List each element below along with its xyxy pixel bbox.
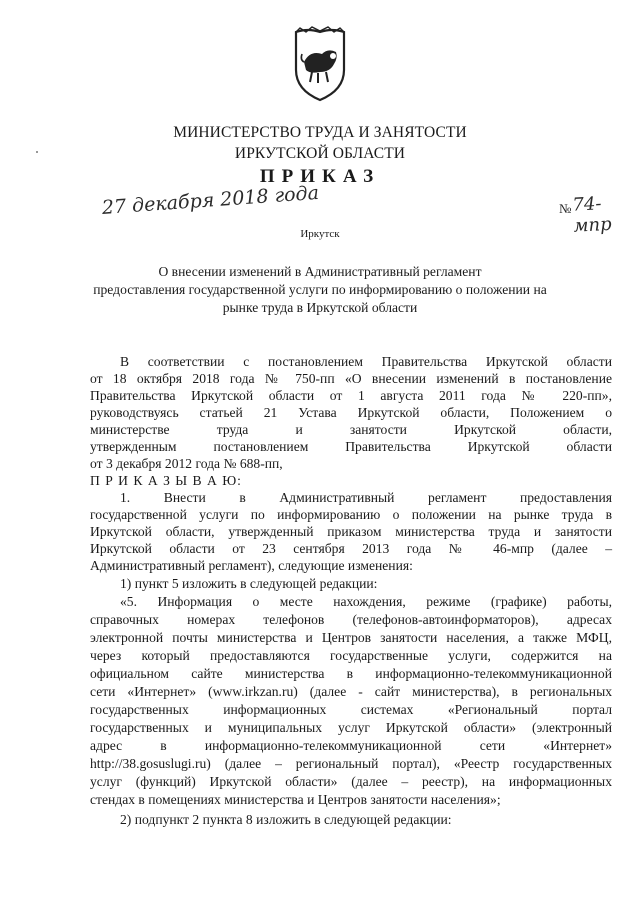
body-line: справочных номерах телефонов (телефонов-автоинформаторов), адресах [90, 612, 612, 627]
order-number-label: № [559, 201, 572, 216]
body-line: 1) пункт 5 изложить в следующей редакции: [120, 576, 378, 591]
body-line: Правительства Иркутской области от 1 августа 2011 года № 220-пп», [90, 388, 612, 403]
body-line: адрес в информационно-телекоммуникационной сети «Интернет» [90, 738, 612, 753]
body-line: «5. Информация о месте нахождения, режиме (графике) работы, [120, 594, 612, 609]
body-line: руководствуясь статьей 21 Устава Иркутской области, Положением о [90, 405, 612, 420]
body-line: Иркутской области от 23 сентября 2013 года № 46-мпр (далее – [90, 541, 612, 556]
body-line: услуг (функций) Иркутской области» (далее – реестр), на информационных [90, 774, 612, 789]
body-line: 2) подпункт 2 пункта 8 изложить в следующей редакции: [120, 812, 452, 827]
body-line: Иркутской области, утвержденный приказом министерства труда и занятости [90, 524, 612, 539]
body-line: от 3 декабря 2012 года № 688-пп, [90, 456, 283, 471]
order-title: ПРИКАЗ [259, 166, 381, 187]
subject-line-3: рынке труда в Иркутской области [222, 300, 418, 315]
body-line: официальном сайте министерства в информационно-телекоммуникационной [90, 666, 612, 681]
city: Иркутск [300, 228, 340, 240]
handwritten-date: 27 декабря 2018 года [101, 181, 320, 219]
body-line: от 18 октября 2018 года № 750-пп «О внесении изменений в постановление [90, 371, 612, 386]
body-line: утвержденным постановлением Правительства Иркутской области [90, 439, 612, 454]
ministry-name-line-2: ИРКУТСКОЙ ОБЛАСТИ [234, 145, 406, 162]
subject-line-1: О внесении изменений в Административный регламент [158, 264, 482, 279]
body-line: государственных информационных системах «Региональный портал [90, 702, 612, 717]
subject-line-2: предоставления государственной услуги по информированию о положении на [93, 282, 547, 297]
handwritten-order-number: 74-мпр [571, 193, 613, 237]
body-line: государственной услуги по информированию о положении на рынке труда в [90, 507, 612, 522]
body-line: сети «Интернет» (www.irkzan.ru) (далее - сайт министерства), в региональных [90, 684, 612, 699]
body-line: через который предоставляются государственные услуги, содержится на [90, 648, 612, 663]
ministry-name-line-1: МИНИСТЕРСТВО ТРУДА И ЗАНЯТОСТИ [173, 124, 467, 141]
body-line: электронной почты министерства и Центров занятости населения, а также МФЦ, [90, 630, 612, 645]
body-line: государственных и муниципальных услуг Иркутской области» (электронный [90, 720, 612, 735]
body-line: 1. Внести в Административный регламент предоставления [120, 490, 612, 505]
order-directive: П Р И К А З Ы В А Ю: [90, 473, 242, 488]
coat-of-arms-icon [292, 26, 348, 102]
body-line: В соответствии с постановлением Правительства Иркутской области [120, 354, 612, 369]
body-line: стендах в помещениях министерства и Центров занятости населения»; [90, 792, 501, 807]
body-line: http://38.gosuslugi.ru) (далее – региональный портал), «Реестр государственных [90, 756, 612, 771]
body-line: Административный регламент), следующие изменения: [90, 558, 413, 573]
body-line: министерстве труда и занятости Иркутской области, [90, 422, 612, 437]
